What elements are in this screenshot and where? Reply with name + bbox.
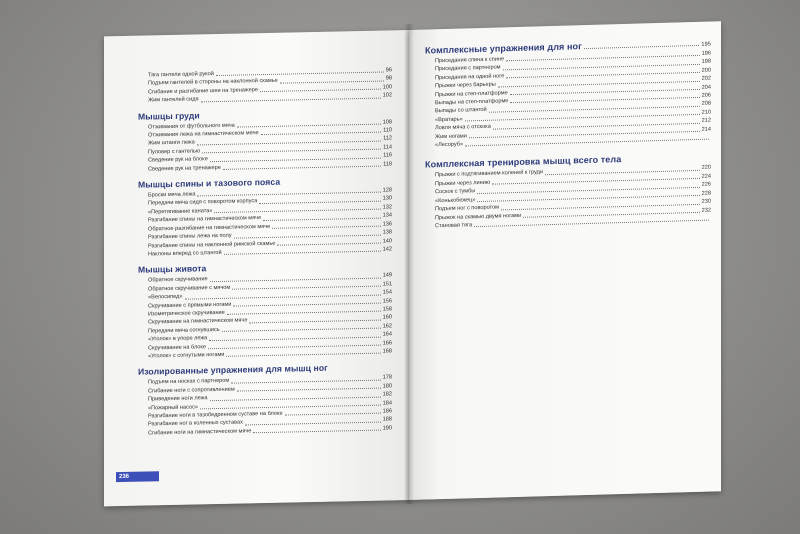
dot-leader	[226, 352, 380, 357]
dot-leader	[201, 96, 381, 102]
toc-entry-title: «Перетягивание каната»	[148, 207, 213, 216]
toc-entry-title: Разгибание ног в коленных суставах	[148, 419, 243, 428]
toc-entry-page: 200	[701, 67, 711, 74]
toc-entry-title: Выпады на степ-платформе	[435, 98, 509, 107]
left-toc-column	[134, 66, 392, 444]
toc-entry-title: Скручивание с прямыми ногами	[148, 301, 232, 309]
dot-leader	[224, 250, 381, 255]
toc-entry-title: Жим штанги лежа	[148, 139, 195, 147]
toc-section	[134, 260, 392, 361]
toc-entry-page: 166	[382, 339, 392, 347]
open-book	[104, 30, 724, 500]
page-number: 236	[116, 471, 159, 482]
toc-entry-page: 149	[382, 272, 392, 279]
toc-entry-title: Прыжки с подтягиванием коленей к груди	[435, 169, 543, 179]
right-toc-column	[421, 34, 711, 241]
toc-entry-title: Прыжки через барьеры	[435, 81, 496, 90]
toc-entry-page: 154	[382, 289, 392, 296]
toc-entry-page: 140	[382, 237, 392, 245]
toc-entry-title: Подъем ног с поворотом	[435, 204, 500, 213]
toc-entry-title: Разгибание спины на наклонной римской скамье	[148, 240, 276, 249]
toc-entry-title: Подъем гантелей в стороны на наклонной скамье	[148, 78, 278, 87]
toc-entry-title: Сгибание ноги на гимнастическом мяче	[148, 428, 252, 437]
toc-entry-title: Приведение ноги лежа	[148, 395, 208, 403]
toc-entry-page: 184	[382, 399, 392, 407]
toc-entry-title: Ловля мяча с отскока	[435, 123, 491, 132]
toc-entry-page: 186	[382, 408, 392, 415]
toc-entry-page: 142	[382, 246, 392, 253]
toc-entry-page: 214	[701, 126, 711, 133]
toc-entry-title: «Пожарный насос»	[148, 404, 199, 412]
toc-entry-title: Прыжки через линию	[435, 179, 491, 188]
toc-entry-page: 151	[382, 281, 392, 288]
dot-leader	[223, 165, 381, 170]
toc-section	[421, 38, 711, 151]
toc-entry-page: 136	[382, 221, 392, 228]
toc-entry-title: Скручивание на гимнастическом мяче	[148, 317, 248, 326]
toc-entry-title: Передачи мяча согнувшись	[148, 326, 220, 335]
dot-leader	[465, 138, 709, 147]
toc-entry-title: Соскок с тумбы	[435, 188, 476, 196]
toc-entry-page: 114	[383, 144, 392, 151]
toc-entry-page: 232	[701, 207, 711, 214]
toc-entry-title: Обратное скручивание	[148, 276, 208, 284]
toc-entry-page: 116	[383, 152, 392, 159]
toc-entry-page: 96	[385, 67, 392, 74]
toc-entry-title: Сгибание и разгибание шеи на тренажере	[148, 86, 258, 96]
toc-entry-title: «Вратарь»	[435, 116, 463, 124]
left-page	[104, 30, 409, 506]
toc-entry-page: 162	[382, 323, 392, 330]
toc-entry-title: Обратное разгибание на гимнастическом мяче	[148, 223, 271, 233]
toc-entry-page: 204	[701, 84, 711, 91]
toc-entry-title: «Велосипед»	[148, 293, 183, 301]
toc-entry-page: 226	[701, 181, 711, 189]
toc-entry-page: 212	[701, 117, 711, 125]
toc-entry-title: Наклоны вперед со штангой	[148, 249, 222, 258]
toc-entry-title: Отжимания лежа на гимнастическом мяче	[148, 130, 259, 139]
toc-entry-title: «Лесоруб»	[435, 141, 464, 149]
toc-entry-title: Выпады со штангой	[435, 107, 487, 115]
toc-entry-page: 112	[383, 135, 392, 142]
toc-entry-page: 196	[701, 50, 711, 57]
toc-section	[421, 152, 711, 231]
section-heading: Мышцы груди	[138, 110, 200, 122]
toc-entry-page: 164	[382, 331, 392, 338]
toc-entry-page: 128	[382, 187, 392, 194]
toc-entry-page: 156	[382, 297, 392, 305]
toc-entry-title: Обратное скручивание с мячом	[148, 284, 231, 293]
toc-entry-title: Разгибание спины лежа на полу	[148, 232, 232, 241]
toc-entry-title: Приседания с партнером	[435, 64, 501, 73]
toc-entry-page: 224	[701, 173, 711, 180]
toc-entry-page: 160	[382, 314, 392, 321]
toc-entry-page: 182	[382, 391, 392, 398]
toc-entry-title: Становая тяга	[435, 222, 473, 230]
toc-entry-title: «Конькобежец»	[435, 196, 476, 204]
toc-entry-title: Жим гантелей сидя	[148, 96, 199, 104]
toc-entry-page: 208	[701, 101, 711, 108]
left-sections	[134, 106, 392, 438]
toc-entry-title: Отжимания от футбольного мяча	[148, 122, 235, 131]
toc-entry-page: 190	[382, 425, 392, 432]
dot-leader	[474, 219, 709, 228]
toc-entry-title: Приседания на одной ноге	[435, 73, 505, 82]
toc-entry-title: Разгибание спины на гимнастическом мяче	[148, 215, 262, 224]
toc-entry-page: 206	[701, 92, 711, 99]
toc-entry-title: Жим ногами	[435, 133, 467, 140]
section-heading: Комплексная тренировка мышц всего тела	[425, 154, 622, 171]
toc-entry-title: Сгибание ноги с сопротивлением	[148, 386, 235, 395]
toc-section	[134, 174, 392, 259]
toc-section	[134, 106, 392, 174]
toc-entry-page: 228	[701, 190, 711, 197]
toc-entry-title: Прыжок на скамью двумя ногами	[435, 212, 522, 221]
toc-entry-page: 202	[701, 75, 711, 83]
section-heading: Мышцы спины и тазового пояса	[138, 176, 281, 190]
toc-entry-title: Сведение рук на блоке	[148, 156, 208, 164]
toc-entry-page: 220	[701, 165, 711, 172]
dot-leader	[584, 45, 699, 49]
toc-entry-title: Разгибание ноги в тазобедренном суставе на блоке	[148, 410, 283, 420]
section-heading: Мышцы живота	[138, 263, 207, 275]
section-heading-text: Комплексные упражнения для ног	[425, 41, 582, 56]
toc-entry-title: Тяга гантели одной рукой	[148, 71, 214, 79]
toc-entry-page: 198	[701, 58, 711, 66]
toc-entry-title: Изометрическое скручивание	[148, 309, 225, 318]
toc-entry-page: 100	[382, 84, 392, 91]
section-heading: Изолированные упражнения для мышц ног	[138, 363, 328, 378]
toc-entry-page: 168	[382, 348, 392, 355]
dot-leader	[253, 429, 380, 434]
toc-entry-title: «Уголок» в упоре лежа	[148, 335, 208, 343]
toc-entry-title: Приседания спина к спине	[435, 56, 505, 65]
toc-entry-page: 180	[382, 383, 392, 390]
toc-entry-title: Сведение рук на тренажере	[148, 164, 221, 173]
toc-entry-title: Броски мяча лежа	[148, 191, 196, 199]
toc-entry-page: 230	[701, 198, 711, 205]
toc-entry-page: 188	[382, 416, 392, 423]
toc-entry-page: 130	[382, 195, 392, 203]
toc-entry-title: Подъем на носках с партнером	[148, 378, 230, 386]
toc-entry-page: 178	[382, 374, 392, 381]
toc-entry-page: 138	[382, 229, 392, 236]
toc-entry-title: Пуловер с гантелью	[148, 148, 201, 156]
toc-entry-title: «Уголок» с согнутыми ногами	[148, 351, 225, 360]
book-gutter	[404, 24, 414, 504]
toc-entry-page: 210	[701, 109, 711, 116]
toc-entry-page: 110	[383, 127, 392, 134]
toc-entry-page: 102	[382, 92, 392, 99]
toc-entry-page: 132	[382, 204, 392, 211]
section-heading-page: 195	[701, 41, 711, 48]
toc-entry-title: Прыжки на степ-платформе	[435, 89, 508, 98]
toc-entry-title: Передачи мяча сидя с поворотом корпуса	[148, 198, 258, 207]
top-entries	[134, 66, 392, 105]
toc-entry-page: 108	[382, 118, 392, 126]
toc-entry-page: 158	[382, 306, 392, 313]
right-page	[409, 21, 721, 500]
toc-entry-page: 98	[385, 75, 392, 82]
toc-entry-page: 134	[382, 212, 392, 219]
toc-section	[134, 362, 392, 438]
toc-entry-title: Скручивание на блоке	[148, 343, 207, 352]
toc-entry-page: 118	[383, 161, 392, 168]
